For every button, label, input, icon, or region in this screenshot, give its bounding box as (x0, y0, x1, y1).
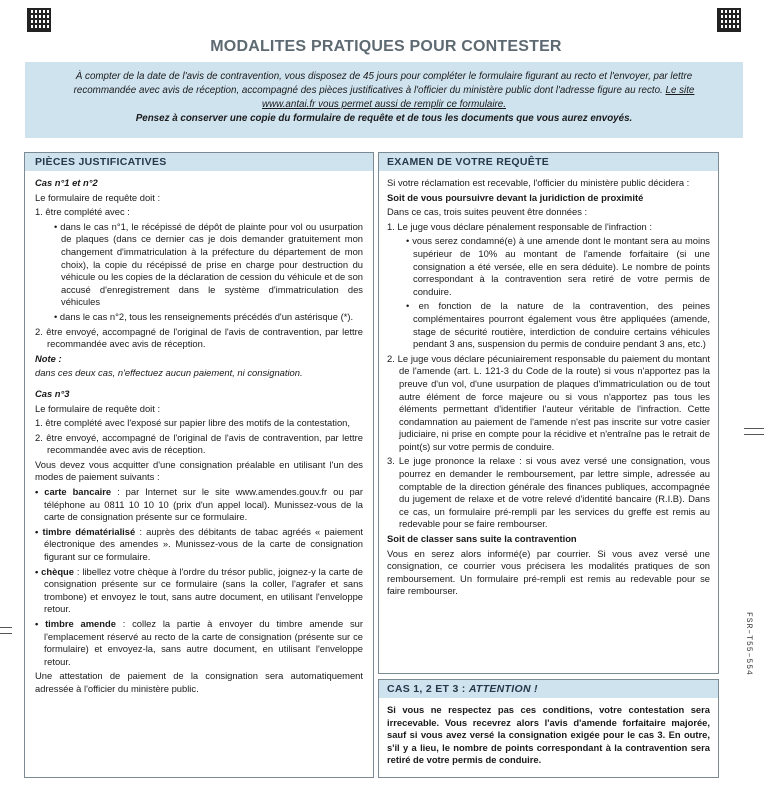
case3-intro: Le formulaire de requête doit : (35, 402, 161, 414)
examen-intro: Si votre réclamation est recevable, l'officier du ministère public décidera : (387, 177, 690, 188)
note-label: Note : (35, 352, 62, 364)
banner-site-link[interactable]: Le site www.antai.fr vous permet aussi de remplir ce formulaire. (262, 85, 695, 110)
judge-outcome-1: 1. Le juge vous déclare pénalement responsable de l'infraction : (387, 220, 652, 232)
pieces-justificatives-panel (24, 152, 374, 778)
banner-text: À compter de la date de l'avis de contravention, vous disposez de 45 jours pour compléter le formulaire figurant au recto et l'envoyer, par lettre recommandée avec avis de réception, accompagné des pièces justificatives à l'officier du ministère public dont l'adresse figure au recto. (73, 71, 693, 96)
examen-requete-panel (378, 152, 719, 674)
note-text: dans ces deux cas, n'effectuez aucun paiement, ni consignation. (35, 367, 303, 379)
judge-outcome-1-bullet-1: • vous serez condamné(e) à une amende dont le montant sera au moins supérieur de 10% au montant de l'amende forfaitaire (si une consignation a été versée, elle en sera déduite). Le nombre de points correspondant à la contravention sera retiré de votre permis de conduire. (406, 235, 710, 297)
case3-title: Cas n°3 (35, 387, 70, 399)
judge-outcome-3: 3. Le juge prononce la relaxe : si vous avez versé une consignation, vous pourrez en demander le remboursement, par lettre simple, adressée au comptable de la direction générale des finances publiques, accompagnée du jugement de relaxe et de votre relevé d'identité bancaire (R.I.B). Dans ce cas, un formulaire pré-rempli par les services du greffe est remis au redevable pour se faire rembourser. (387, 455, 710, 530)
judge-outcome-1-bullet-2: • en fonction de la nature de la contravention, des peines complémentaires pourront également vous être appliquées (amende, stage de sécurité routière, interdiction de conduire certains véhicules pendant 3 ans, suspension du permis de conduire pendant 3 ans, etc.) (406, 300, 710, 350)
case3-item1: 1. être complété avec l'exposé sur papier libre des motifs de la contestation, (35, 417, 350, 429)
case1-title: Cas n°1 et n°2 (35, 177, 98, 188)
consignation-intro: Vous devez vous acquitter d'une consignation préalable en utilisant l'un des modes de paiement suivants : (35, 458, 363, 483)
panel-header-pieces: PIÈCES JUSTIFICATIVES (25, 153, 373, 171)
intro-banner (25, 62, 743, 138)
soit-classer: Soit de classer sans suite la contravention (387, 533, 577, 545)
fold-mark-right-1 (744, 428, 764, 429)
soit-classer-text: Vous en serez alors informé(e) par courrier. Si vous avez versé une consignation, ce courrier vous précisera les modalités pratiques de son remboursement. Un formulaire pré-rempli est remis au redevable pour se faire rembourser. (387, 547, 710, 597)
case1-item2: 2. être envoyé, accompagné de l'original de l'avis de contravention, par lettre recommandée avec avis de réception. (35, 325, 363, 350)
soit-poursuivre-intro: Dans ce cas, trois suites peuvent être données : (387, 206, 588, 218)
banner-reminder: Pensez à conserver une copie du formulaire de requête et de tous les documents que vous aurez envoyés. (135, 113, 633, 124)
fold-mark-left-2 (0, 633, 12, 634)
attestation-text: Une attestation de paiement de la consignation sera automatiquement adressée à l'officier du ministère public. (35, 670, 363, 694)
payment-timbre-dematerialise: • timbre dématérialisé : auprès des débitants de tabac agréés « paiement électronique des amendes ». Munissez-vous de la carte de consignation figurant sur ce formulaire. (35, 525, 364, 563)
qr-code-left (27, 8, 51, 32)
case1-sub2: • dans le cas n°2, tous les renseignements précédés d'un astérisque (*). (54, 310, 354, 322)
soit-poursuivre: Soit de vous poursuivre devant la juridiction de proximité (387, 191, 644, 203)
page-title: MODALITES PRATIQUES POUR CONTESTER (210, 38, 562, 55)
payment-cheque: • chèque : libellez votre chèque à l'ordre du trésor public, joignez-y la carte de consignation présente sur ce formulaire (sans la coller, l'agrafer et sans trombone) et envoyez le tout, sans autre document, en utilisant l'enveloppe retour. (35, 565, 363, 615)
payment-timbre-amende: • timbre amende : collez la partie à envoyer du timbre amende sur l'emplacement réservé au recto de la carte de consignation (présente sur ce formulaire) et envoyez-la, sans autre document, en utilisant l'enveloppe retour. (35, 618, 364, 667)
attention-panel (378, 679, 719, 778)
payment-carte-bancaire: • carte bancaire : par Internet sur le site www.amendes.gouv.fr ou par téléphone au 0811 10 10 10 (prix d'un appel local). Munissez-vous de la carte de consignation présente sur ce formulaire. (35, 486, 364, 523)
banner-intro (47, 70, 721, 112)
case1-item1: 1. être complété avec : (35, 206, 130, 218)
form-reference-code: FSR–T55–554 (744, 612, 753, 676)
case1-sub1: • dans le cas n°1, le récépissé de dépôt de plainte pour vol ou usurpation de plaques (dans ce dernier cas je dois demander gratuitement mon changement d'immatriculation à la préfecture du département de mon choix), la copie du récépissé de prise en charge pour destruction du véhicule ou les copies de la déclaration de cession du véhicule et de son accusé d'enregistrement dans le système d'immatriculation des véhicules (54, 220, 363, 308)
attention-text: Si vous ne respectez pas ces conditions, votre contestation sera irrecevable. Vous recevrez alors l'avis d'amende forfaitaire majorée, sauf si vous avez versé la consignation exigée pour le cas 3. En outre, s'il y a lieu, le nombre de points correspondant à la contravention sera retiré de votre permis de conduire. (387, 704, 710, 766)
fold-mark-right-2 (744, 434, 764, 435)
panel-header-attention: CAS 1, 2 ET 3 : ATTENTION ! (379, 680, 718, 698)
panel-header-examen: EXAMEN DE VOTRE REQUÊTE (379, 153, 718, 171)
case1-intro: Le formulaire de requête doit : (35, 191, 161, 203)
fold-mark-left-1 (0, 627, 12, 628)
qr-code-right (717, 8, 741, 32)
case3-item2: 2. être envoyé, accompagné de l'original de l'avis de contravention, par lettre recommandée avec avis de réception. (35, 431, 363, 456)
judge-outcome-2: 2. Le juge vous déclare pécuniairement responsable du paiement du montant de l'amende (art. L. 121-3 du Code de la route) si vous n'apportez pas la preuve d'un vol, d'une usurpation de plaques d'immatriculation ou de tout autre élément de force majeure ou si vous n'apportez pas tous les éléments permettant d'identifier l'auteur véritable de l'infraction. Cette condamnation au paiement de l'amende n'est pas inscrite sur votre casier judiciaire, ni prise en compte pour la récidive et n'entraîne pas le retrait de point(s) sur votre permis de conduire. (387, 352, 710, 452)
